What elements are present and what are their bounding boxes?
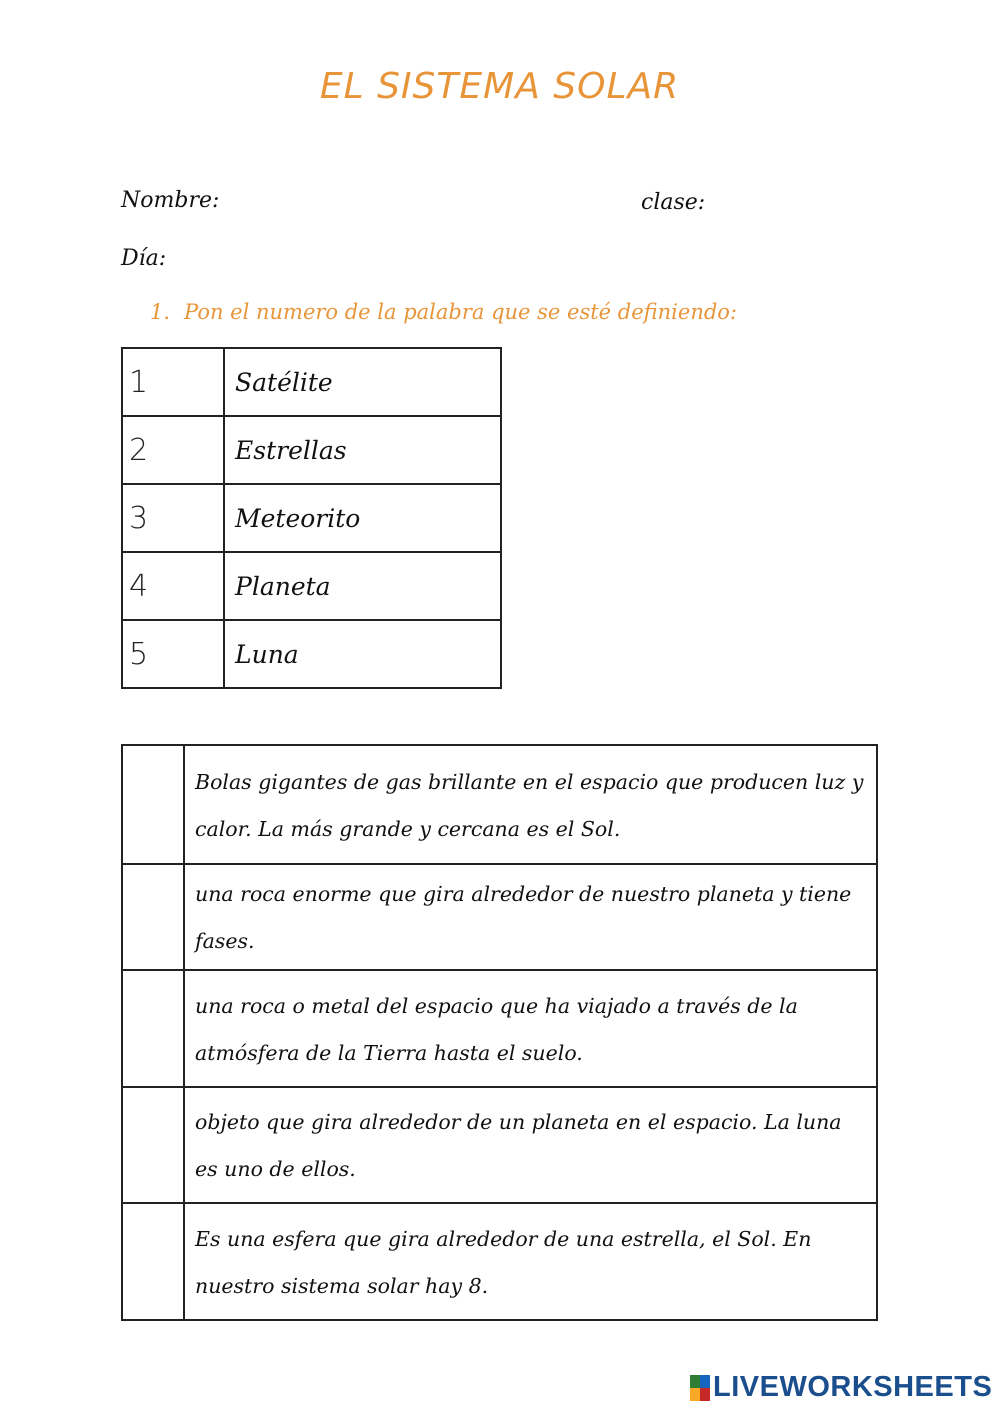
answer-cell[interactable]: [122, 745, 184, 864]
definition-table: [121, 744, 878, 1321]
definition-row: [122, 864, 877, 970]
word-cell: Planeta: [224, 552, 501, 620]
word-cell: Luna: [224, 620, 501, 688]
word-number: 2: [122, 416, 224, 484]
word-row: [122, 552, 501, 620]
definition-row: [122, 745, 877, 864]
instruction-text: Pon el numero de la palabra que se esté definiendo:: [184, 300, 737, 324]
definition-text: Bolas gigantes de gas brillante en el espacio que producen luz y calor. La más grande y cercana es el Sol.: [184, 745, 877, 864]
answer-cell[interactable]: [122, 970, 184, 1087]
worksheet-title: EL SISTEMA SOLAR: [319, 66, 680, 107]
word-table: [121, 347, 502, 689]
definition-text: una roca enorme que gira alrededor de nuestro planeta y tiene fases.: [184, 864, 877, 970]
name-label: Nombre:: [121, 188, 220, 213]
word-row: [122, 620, 501, 688]
word-number: 1: [122, 348, 224, 416]
definition-text: una roca o metal del espacio que ha viajado a través de la atmósfera de la Tierra hasta el suelo.: [184, 970, 877, 1087]
word-row: [122, 348, 501, 416]
word-row: [122, 484, 501, 552]
definition-row: [122, 1087, 877, 1203]
word-number: 4: [122, 552, 224, 620]
answer-cell[interactable]: [122, 1087, 184, 1203]
word-cell: Meteorito: [224, 484, 501, 552]
word-number: 5: [122, 620, 224, 688]
liveworksheets-logo-icon: [690, 1375, 710, 1401]
day-label: Día:: [121, 246, 167, 271]
word-cell: Satélite: [224, 348, 501, 416]
word-row: [122, 416, 501, 484]
class-label: clase:: [641, 190, 706, 215]
definition-row: [122, 970, 877, 1087]
word-cell: Estrellas: [224, 416, 501, 484]
instruction: [150, 300, 737, 324]
logo-text: LIVEWORKSHEETS: [713, 1371, 993, 1403]
definition-text: Es una esfera que gira alrededor de una estrella, el Sol. En nuestro sistema solar hay 8.: [184, 1203, 877, 1320]
answer-cell[interactable]: [122, 864, 184, 970]
liveworksheets-logo[interactable]: [690, 1371, 992, 1404]
definition-row: [122, 1203, 877, 1320]
definition-text: objeto que gira alrededor de un planeta en el espacio. La luna es uno de ellos.: [184, 1087, 877, 1203]
instruction-number: 1.: [150, 300, 171, 324]
answer-cell[interactable]: [122, 1203, 184, 1320]
word-number: 3: [122, 484, 224, 552]
